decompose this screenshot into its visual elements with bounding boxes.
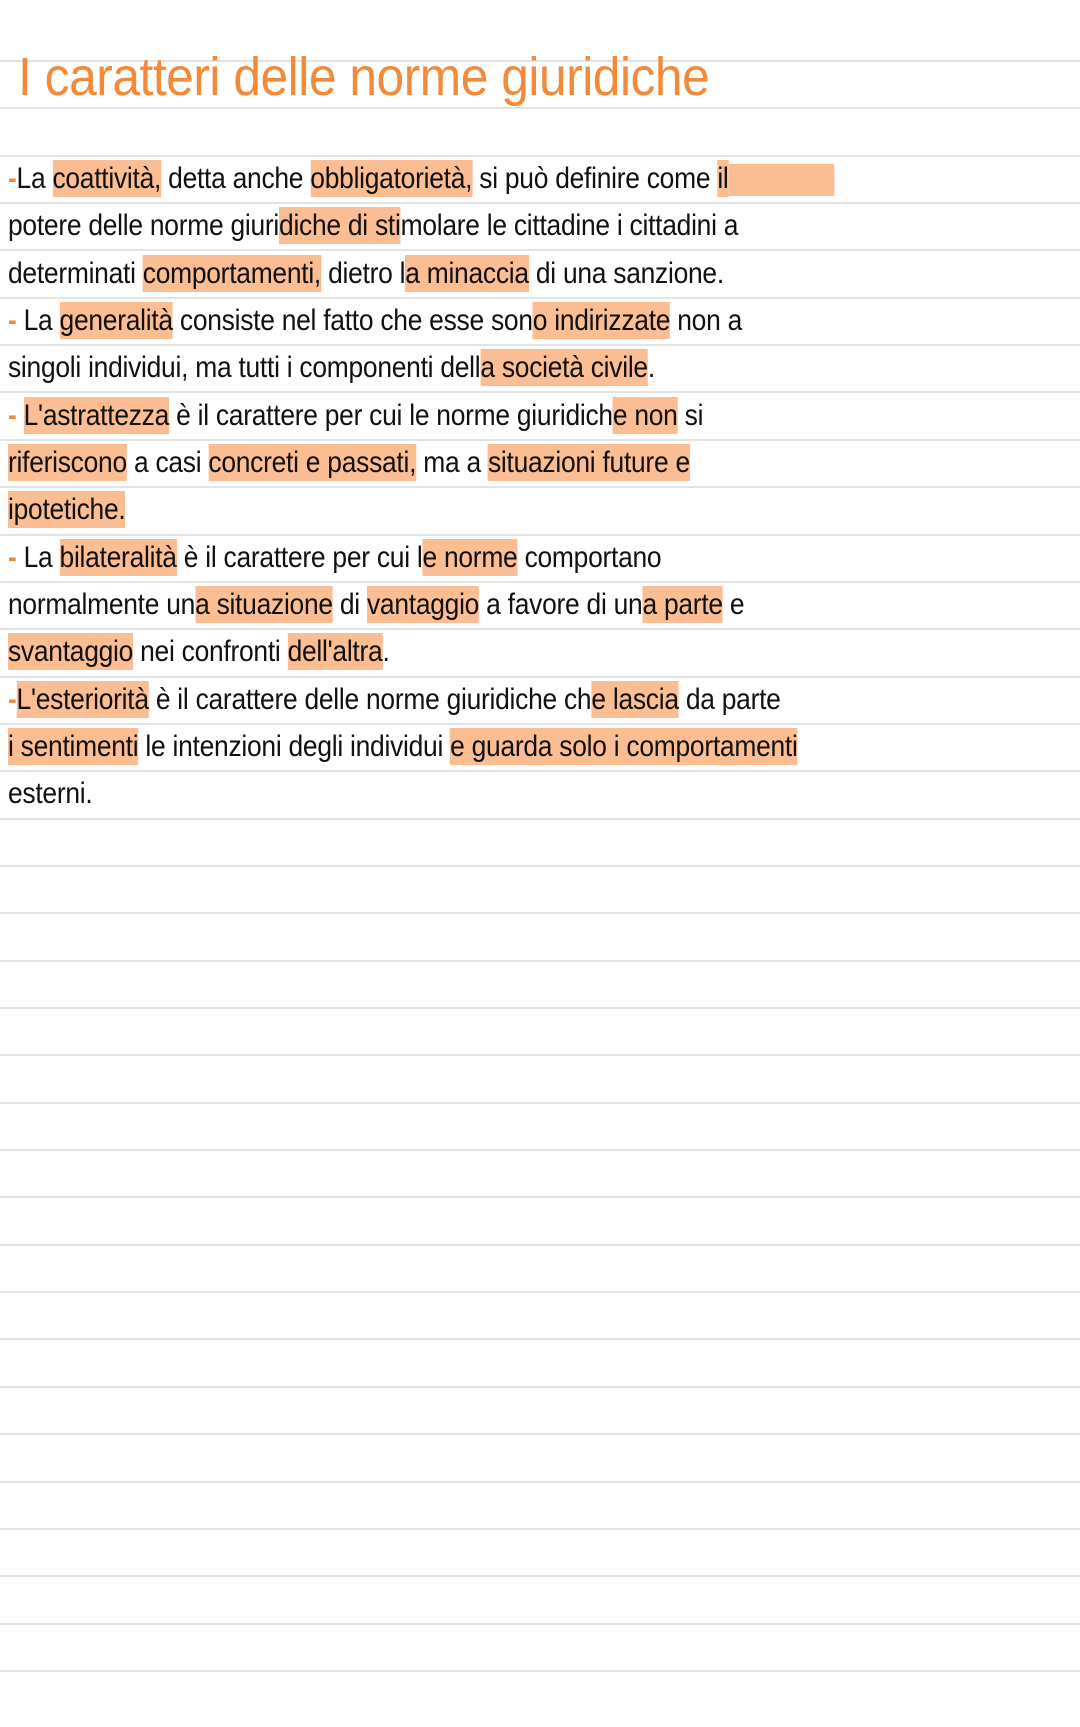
note-line bbox=[8, 297, 950, 344]
highlighted-text: dell'altra bbox=[287, 635, 383, 669]
ruled-line bbox=[0, 1196, 1080, 1198]
note-line bbox=[8, 250, 950, 297]
highlighted-text: ipotetiche. bbox=[8, 493, 126, 527]
text: nei confronti bbox=[133, 635, 288, 669]
highlighted-text: situazioni future e bbox=[487, 446, 690, 480]
text: La bbox=[16, 540, 60, 574]
text: detta anche bbox=[161, 162, 311, 195]
text: . bbox=[647, 351, 655, 385]
highlighted-text: e lascia bbox=[591, 682, 679, 716]
bullet-dash: - bbox=[8, 540, 17, 574]
highlighted-text: il bbox=[717, 162, 729, 195]
note-line bbox=[8, 439, 950, 486]
text: dietro l bbox=[321, 256, 406, 290]
highlighted-text: e guarda solo i comportamenti bbox=[450, 730, 798, 764]
ruled-line bbox=[0, 865, 1080, 867]
text: di bbox=[332, 588, 367, 622]
note-line bbox=[8, 628, 950, 675]
highlight-mark bbox=[729, 164, 835, 196]
highlighted-text: e non bbox=[612, 398, 678, 432]
text: le intenzioni degli individui bbox=[138, 730, 451, 764]
text: ma a bbox=[416, 446, 488, 480]
text: comportano bbox=[517, 540, 662, 574]
note-line bbox=[8, 676, 950, 723]
text: da parte bbox=[678, 682, 781, 716]
highlighted-text: L'esteriorità bbox=[16, 682, 149, 716]
note-line bbox=[8, 581, 950, 628]
highlighted-text: a situazione bbox=[195, 588, 333, 622]
text: è il carattere per cui l bbox=[176, 540, 423, 574]
text: . bbox=[382, 635, 390, 669]
notes-body bbox=[8, 155, 1078, 818]
text: molare le cittadine i cittadini a bbox=[400, 209, 739, 243]
ruled-line bbox=[0, 1623, 1080, 1625]
ruled-line bbox=[0, 1291, 1080, 1293]
ruled-line bbox=[0, 1386, 1080, 1388]
text: e bbox=[722, 588, 745, 622]
text: a casi bbox=[126, 446, 209, 480]
text: La bbox=[16, 304, 60, 338]
note-line bbox=[8, 486, 950, 533]
text: non a bbox=[670, 304, 743, 338]
text: normalmente un bbox=[8, 588, 196, 622]
note-line bbox=[8, 770, 950, 817]
note-line bbox=[8, 723, 950, 770]
bullet-dash: - bbox=[8, 304, 17, 338]
bullet-dash: - bbox=[8, 682, 17, 716]
bullet-dash: - bbox=[8, 398, 17, 432]
highlighted-text: i sentimenti bbox=[8, 730, 139, 764]
ruled-line bbox=[0, 1054, 1080, 1056]
ruled-line bbox=[0, 1528, 1080, 1530]
highlighted-text: bilateralità bbox=[59, 540, 177, 574]
ruled-line bbox=[0, 1433, 1080, 1435]
text: è il carattere delle norme giuridiche ch bbox=[148, 682, 592, 716]
text: singoli individui, ma tutti i componenti dell bbox=[8, 351, 481, 385]
note-line bbox=[8, 202, 950, 249]
highlighted-text: a parte bbox=[642, 588, 723, 622]
text: La bbox=[16, 162, 53, 195]
highlighted-text: diche di sti bbox=[279, 209, 401, 243]
highlighted-text: L'astrattezza bbox=[23, 398, 170, 432]
highlighted-text: vantaggio bbox=[366, 588, 480, 622]
ruled-line bbox=[0, 1149, 1080, 1151]
ruled-line bbox=[0, 1007, 1080, 1009]
ruled-line bbox=[0, 1338, 1080, 1340]
ruled-line bbox=[0, 1481, 1080, 1483]
highlighted-text: e norme bbox=[422, 540, 518, 574]
ruled-line bbox=[0, 1575, 1080, 1577]
ruled-line bbox=[0, 818, 1080, 820]
note-line bbox=[8, 534, 950, 581]
highlighted-text: a minaccia bbox=[405, 256, 529, 290]
highlighted-text: riferiscono bbox=[8, 446, 127, 480]
text: si bbox=[677, 398, 704, 432]
highlighted-text: concreti e passati, bbox=[208, 446, 417, 480]
ruled-line bbox=[0, 1244, 1080, 1246]
highlighted-text: obbligatorietà, bbox=[310, 162, 473, 195]
highlighted-text: o indirizzate bbox=[532, 304, 671, 338]
text: a favore di un bbox=[479, 588, 643, 622]
note-line bbox=[8, 155, 950, 202]
ruled-line bbox=[0, 912, 1080, 914]
page-title: I caratteri delle norme giuridiche bbox=[18, 47, 710, 107]
text: potere delle norme giuri bbox=[8, 209, 280, 243]
text: di una sanzione. bbox=[528, 256, 724, 290]
text: è il carattere per cui le norme giuridich bbox=[169, 398, 613, 432]
ruled-line bbox=[0, 1670, 1080, 1672]
highlighted-text: svantaggio bbox=[8, 635, 134, 669]
text: esterni. bbox=[8, 777, 93, 811]
ruled-line bbox=[0, 960, 1080, 962]
text: si può definire come bbox=[472, 162, 718, 195]
highlighted-text: comportamenti, bbox=[142, 256, 322, 290]
highlighted-text: coattività, bbox=[52, 162, 162, 195]
ruled-line bbox=[0, 1102, 1080, 1104]
text: determinati bbox=[8, 256, 143, 290]
bullet-dash: - bbox=[8, 162, 17, 195]
note-line bbox=[8, 392, 950, 439]
text: consiste nel fatto che esse son bbox=[172, 304, 533, 338]
text bbox=[17, 399, 24, 432]
highlighted-text: a società civile bbox=[480, 351, 648, 385]
highlighted-text: generalità bbox=[59, 304, 173, 338]
note-line bbox=[8, 344, 950, 391]
